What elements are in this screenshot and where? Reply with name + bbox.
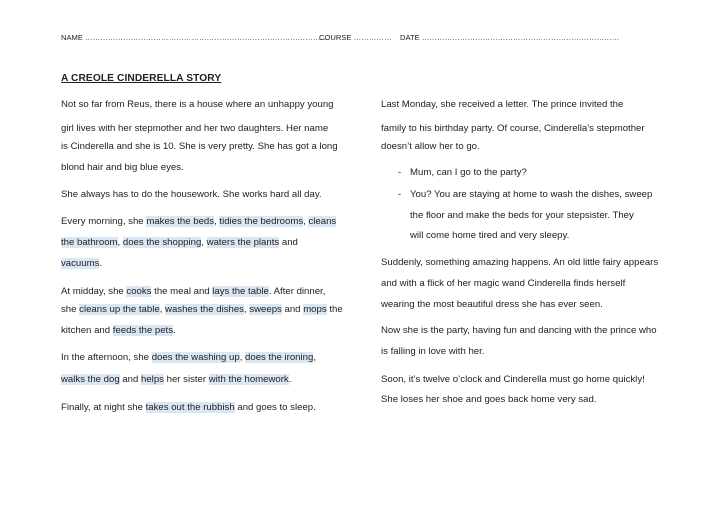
text-line: girl lives with her stepmother and her two daughters. Her name bbox=[61, 123, 329, 134]
text-line: family to his birthday party. Of course, Cinderella’s stepmother bbox=[381, 123, 645, 134]
highlighted-chore: washes the dishes bbox=[165, 304, 244, 315]
highlighted-chore: does the washing up bbox=[151, 352, 240, 363]
text-line: kitchen and feeds the pets. bbox=[61, 325, 176, 336]
text-line: she cleans up the table, washes the dishes, sweeps and mops the bbox=[61, 304, 343, 315]
text-line: walks the dog and helps her sister with the homework. bbox=[61, 374, 292, 385]
text-line: is Cinderella and she is 10. She is very pretty. She has got a long bbox=[61, 141, 338, 152]
dialogue-line: Mum, can I go to the party? bbox=[410, 167, 527, 178]
highlighted-chore: mops bbox=[303, 304, 327, 315]
highlighted-chore: the bathroom bbox=[61, 237, 118, 248]
text-line: wearing the most beautiful dress she has ever seen. bbox=[381, 299, 603, 310]
highlighted-chore: waters the plants bbox=[206, 237, 280, 248]
text-line: vacuums. bbox=[61, 258, 103, 269]
text-line: the bathroom, does the shopping, waters the plants and bbox=[61, 237, 298, 248]
text-line: At midday, she cooks the meal and lays the table. After dinner, bbox=[61, 286, 326, 297]
highlighted-chore: helps bbox=[141, 374, 164, 385]
dialogue-line: will come home tired and very sleepy. bbox=[410, 230, 570, 241]
name-field[interactable]: NAME …………………………………………………………………………………… bbox=[61, 33, 329, 42]
text-line: Suddenly, something amazing happens. An old little fairy appears bbox=[381, 257, 659, 268]
text-line: In the afternoon, she does the washing up, does the ironing, bbox=[61, 352, 316, 363]
highlighted-chore: lays the table bbox=[212, 286, 269, 297]
text-line: Finally, at night she takes out the rubbish and goes to sleep. bbox=[61, 402, 316, 413]
text-line: and with a flick of her magic wand Cinderella finds herself bbox=[381, 278, 626, 289]
highlighted-chore: does the ironing bbox=[245, 352, 314, 363]
highlighted-chore: cooks bbox=[126, 286, 152, 297]
highlighted-chore: cleans bbox=[308, 216, 337, 227]
text-line: Now she is the party, having fun and dancing with the prince who bbox=[381, 325, 657, 336]
text-line: is falling in love with her. bbox=[381, 346, 485, 357]
highlighted-chore: sweeps bbox=[249, 304, 282, 315]
text-line: Not so far from Reus, there is a house where an unhappy young bbox=[61, 99, 334, 110]
dialogue-dash: - bbox=[398, 189, 402, 200]
highlighted-chore: vacuums bbox=[61, 258, 100, 269]
text-line: Last Monday, she received a letter. The prince invited the bbox=[381, 99, 624, 110]
dialogue-line: the floor and make the beds for your stepsister. They bbox=[410, 210, 634, 221]
text-line: doesn’t allow her to go. bbox=[381, 141, 480, 152]
dialogue-dash: - bbox=[398, 167, 402, 178]
text-line: She loses her shoe and goes back home very sad. bbox=[381, 394, 597, 405]
highlighted-chore: makes the beds bbox=[146, 216, 215, 227]
text-line: Soon, it’s twelve o’clock and Cinderella must go home quickly! bbox=[381, 374, 645, 385]
highlighted-chore: tidies the bedrooms bbox=[219, 216, 304, 227]
highlighted-chore: does the shopping bbox=[122, 237, 202, 248]
story-title: A CREOLE CINDERELLA STORY bbox=[61, 73, 222, 84]
dialogue-line: You? You are staying at home to wash the dishes, sweep bbox=[410, 189, 653, 200]
text-line: blond hair and big blue eyes. bbox=[61, 162, 184, 173]
highlighted-chore: with the homework bbox=[208, 374, 289, 385]
highlighted-chore: feeds the pets bbox=[112, 325, 174, 336]
text-line: Every morning, she makes the beds, tidies the bedrooms, cleans bbox=[61, 216, 337, 227]
highlighted-chore: cleans up the table bbox=[79, 304, 160, 315]
text-line: She always has to do the housework. She works hard all day. bbox=[61, 189, 322, 200]
highlighted-chore: takes out the rubbish bbox=[145, 402, 235, 413]
date-field[interactable]: DATE …………………………………………………………………… bbox=[400, 33, 620, 42]
course-field[interactable]: COURSE …………… bbox=[319, 33, 392, 42]
highlighted-chore: walks the dog bbox=[61, 374, 120, 385]
